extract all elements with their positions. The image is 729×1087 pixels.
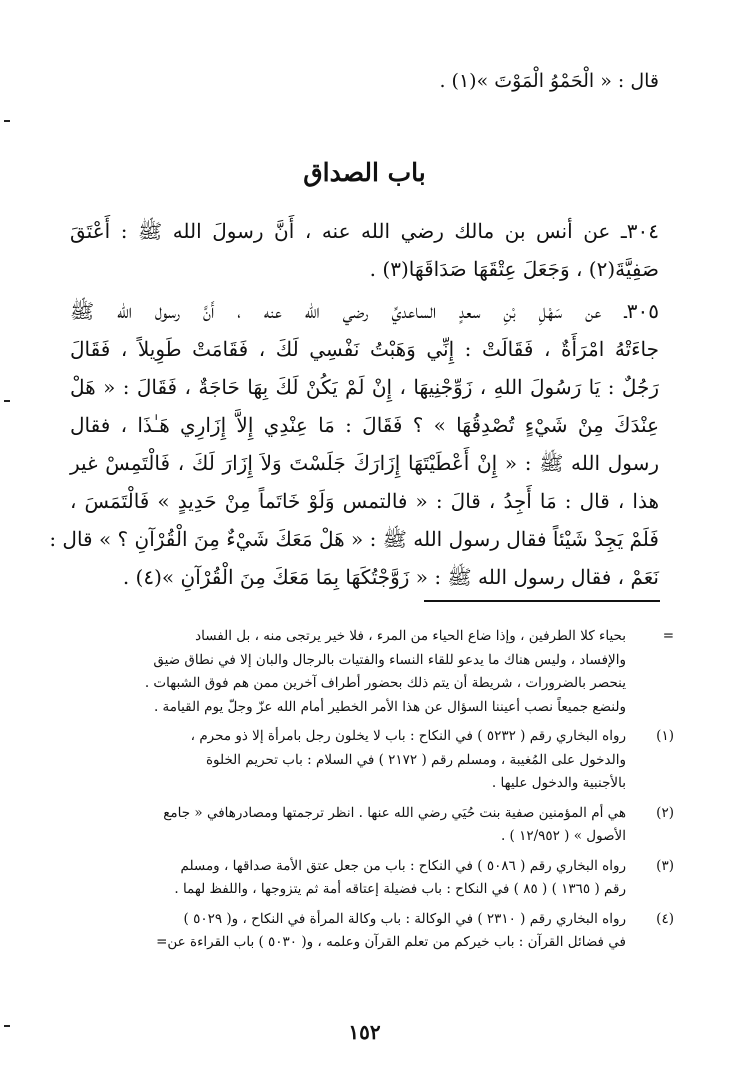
hadith-line: ٣٠٥ـ عن سَهْلِ بْنِ سعدٍ الساعديِّ رضي الله عنه ، أَنَّ رسول الله ﷺ — [70, 299, 659, 323]
hadith-305 — [49, 292, 659, 596]
footnote-line: والدخول على المُغيبة ، ومسلم رقم ( ٢١٧٢ ) في السلام : باب تحريم الخلوة — [205, 751, 626, 768]
footnote-number: = — [662, 628, 674, 644]
footnote-line: رواه البخاري رقم ( ٥٠٨٦ ) في النكاح : باب من جعل عتق الأمة صداقها ، ومسلم — [180, 857, 626, 874]
footnote-line: ولنضع جميعاً نصب أعيننا السؤال عن هذا الأمر الخطير أمام الله عزّ وجلّ يوم القيامة . — [153, 698, 626, 715]
footnote — [60, 625, 674, 719]
footnote-separator — [424, 600, 660, 602]
hadith-line: صَفِيَّةَ(٢) ، وَجَعَلَ عِتْقَهَا صَدَاقَهَا(٣) . — [369, 257, 659, 281]
footnote — [60, 908, 674, 955]
hadith-line: نَعَمْ ، فقال رسول الله ﷺ : « زَوَّجْتُكَهَا بِمَا مَعَكَ مِنَ الْقُرْآنِ »(٤) . — [122, 565, 659, 589]
footnote — [60, 855, 674, 902]
footnote-line: ينحصر بالضرورات ، شريطة أن يتم ذلك بحضور أطراف آخرين ممن هم فوق الشبهات . — [144, 675, 626, 691]
hadith-line: رَجُلٌ : يَا رَسُولَ اللهِ ، زَوِّجْنِيهَا ، إِنْ لَمْ يَكُنْ لَكَ بِهَا حَاجَةٌ ، فَقَالَ : « هَلْ — [70, 375, 659, 399]
footnote-line: رواه البخاري رقم ( ٢٣١٠ ) في الوكالة : باب وكالة المرأة في النكاح ، و( ٥٠٢٩ ) — [183, 910, 626, 927]
footnote-number: (٤) — [656, 910, 674, 927]
hadith-line: رسول الله ﷺ : « إِنْ أَعْطَيْتَهَا إِزَارَكَ جَلَسْتَ وَلاَ إِزَارَ لَكَ ، فَالْتَمِسْ غير — [70, 451, 659, 475]
hadith-304 — [70, 212, 659, 288]
hadith-line: جاءَتْهُ امْرَأَةٌ ، فَقَالَتْ : إِنِّي وَهَبْتُ نَفْسِي لَكَ ، فَقَامَتْ طَوِيلاً ، فَقَالَ — [70, 337, 659, 361]
footnote-number: (١) — [656, 728, 674, 744]
page-number: ١٥٢ — [348, 1020, 381, 1044]
chapter-heading: باب الصداق — [303, 158, 426, 187]
footnote-number: (٢) — [656, 804, 674, 821]
footnote — [60, 725, 674, 796]
hadith-line: هذا ، قال : مَا أَجِدُ ، قالَ : « فالتمس وَلَوْ خَاتَماً مِنْ حَدِيدٍ » فَالْتَمَسَ ، — [70, 489, 659, 513]
intro-line: قال : « الْحَمْوُ الْمَوْتَ »(١) . — [439, 70, 659, 92]
footnote-line: في فضائل القرآن : باب خيركم من تعلم القرآن وعلمه ، و( ٥٠٣٠ ) باب القراءة عن= — [156, 934, 626, 950]
margin-mark — [4, 400, 10, 402]
hadith-line: عِنْدَكَ مِنْ شَيْءٍ تُصْدِقُهَا » ؟ فَقَالَ : مَا عِنْدِي إِلاَّ إِزَارِي هَـٰذَا ، فقال — [70, 413, 659, 437]
footnote-line: بالأجنبية والدخول عليها . — [491, 775, 626, 791]
footnote — [60, 802, 674, 849]
footnote-line: رقم ( ١٣٦٥ ) ( ٨٥ ) في النكاح : باب فضيلة إعتاقه أمة ثم يتزوجها ، واللفظ لهما . — [174, 881, 626, 897]
footnote-line: رواه البخاري رقم ( ٥٢٣٢ ) في النكاح : باب لا يخلون رجل بامرأة إلا ذو محرم ، — [190, 728, 626, 744]
footnote-line: الأصول » ( ١٢/٩٥٢ ) . — [500, 828, 626, 844]
footnote-line: بحياء كلا الطرفين ، وإذا ضاع الحياء من المرء ، فلا خير يرتجى منه ، بل الفساد — [195, 628, 626, 644]
footnote-number: (٣) — [656, 857, 674, 874]
margin-mark — [4, 120, 10, 122]
footnote-line: والإفساد ، وليس هناك ما يدعو للقاء النساء والفتيات بالرجال والبان إلا في نطاق ضيق — [153, 651, 626, 668]
footnote-line: هي أم المؤمنين صفية بنت حُيَي رضي الله عنها . انظر ترجمتها ومصادرهافي « جامع — [163, 804, 626, 821]
footnotes — [60, 625, 674, 955]
hadith-line: ٣٠٤ـ عن أنس بن مالك رضي الله عنه ، أَنَّ رسولَ الله ﷺ : أَعْتَقَ — [70, 219, 659, 243]
hadith-line: فَلَمْ يَجِدْ شَيْئاً فقال رسول الله ﷺ : « هَلْ مَعَكَ شَيْءٌ مِنَ الْقُرْآنِ ؟ » قال : — [49, 527, 659, 551]
